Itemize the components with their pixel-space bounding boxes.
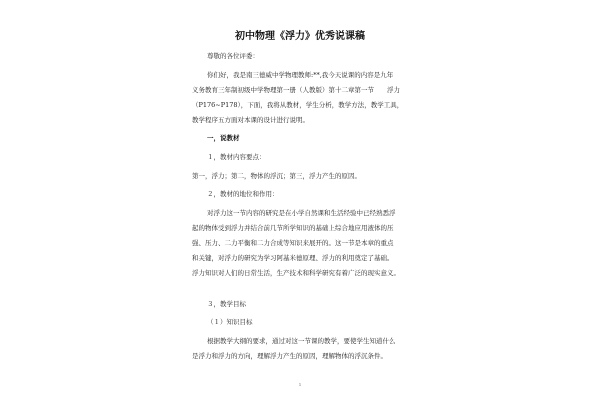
intro-line-1: 你们好，我是南三德威中学物理教师:**,我今天说课的内容是九年 bbox=[207, 71, 394, 79]
intro-line-3: （P176~P178），下面，我将从教材，学生分析，教学方法，教学工具， bbox=[192, 101, 404, 109]
section1-item1-text: 第一，浮力；第二，物体的浮沉；第三，浮力产生的原因。 bbox=[192, 172, 361, 180]
section3-heading-teaching-goals: ３，教学目标 bbox=[207, 300, 246, 308]
greeting: 尊敬的各位评委： bbox=[207, 52, 259, 60]
section-heading-teaching-material: 一，说教材 bbox=[207, 134, 240, 142]
section1-item2-line-1: 对浮力这一节内容的研究是在小学自然课和生活经验中已经熟悉浮 bbox=[207, 209, 396, 217]
section3-item1-line-1: 根据教学大纲的要求，通过对这一节课的教学，要使学生知道什么 bbox=[207, 337, 396, 345]
section3-item1-label: （１）知识目标 bbox=[207, 318, 253, 326]
section1-item1-label: １，教材内容要点： bbox=[207, 153, 266, 161]
intro-line-4: 教学程序五方面对本课的设计进行说明。 bbox=[192, 116, 309, 124]
intro-line-2: 义务教育三年制初级中学物理第一册（人教版）第十二章第一节 浮力 bbox=[192, 86, 400, 94]
section1-item2-line-4: 和关键，对浮力的研究为学习阿基米德原理、浮力的利用奠定了基础。 bbox=[192, 254, 394, 262]
page-number: 1 bbox=[298, 382, 302, 387]
section3-item1-line-2: 是浮力和浮力的方向，理解浮力产生的原因，理解物体的浮沉条件。 bbox=[192, 352, 387, 360]
section1-item2-line-5: 浮力知识对人们的日常生活，生产技术和科学研究有着广泛的现实意义。 bbox=[192, 269, 400, 277]
section1-item2-line-3: 强、压力、二力平衡和二力合成等知识来展开的。这一节是本章的重点 bbox=[192, 239, 394, 247]
document-title: 初中物理《浮力》优秀说课稿 bbox=[235, 31, 365, 42]
section1-item2-label: ２，教材的地位和作用： bbox=[207, 190, 279, 198]
section1-item2-line-2: 起的物体受到浮力并结合前几节所学知识的基础上综合地应用液体的压 bbox=[192, 224, 394, 232]
